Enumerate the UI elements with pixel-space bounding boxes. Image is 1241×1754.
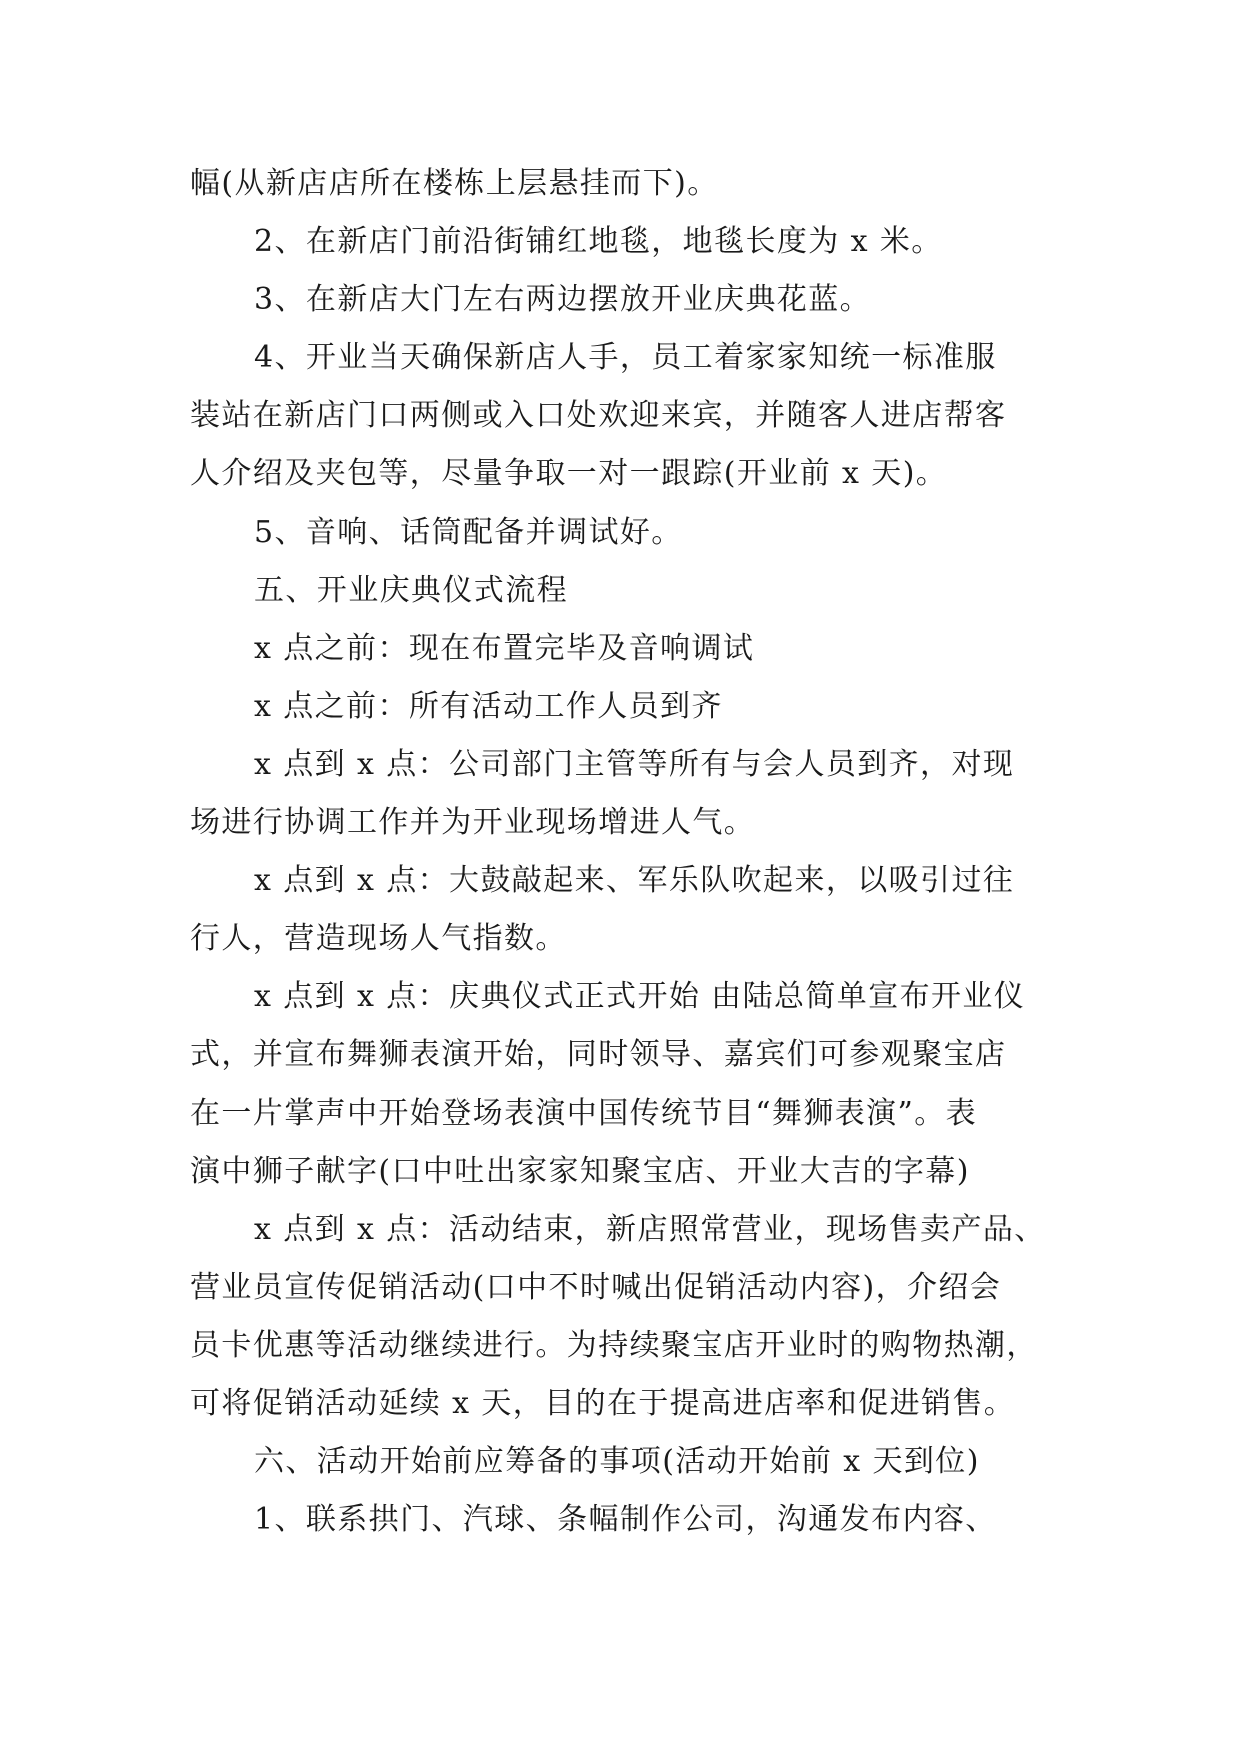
text-line: 幅(从新店店所在楼栋上层悬挂而下)。: [190, 166, 719, 201]
list-item-4: 4、开业当天确保新店人手，员工着家家知统一标准服: [254, 340, 997, 376]
text-line: 式，并宣布舞狮表演开始，同时领导、嘉宾们可参观聚宝店: [190, 1037, 1007, 1073]
schedule-item: x 点到 x 点：庆典仪式正式开始 由陆总简单宣布开业仪: [254, 979, 1026, 1015]
schedule-item: x 点之前：所有活动工作人员到齐: [254, 688, 723, 724]
schedule-item: x 点到 x 点：大鼓敲起来、军乐队吹起来，以吸引过往: [254, 863, 1015, 899]
text-line: 装站在新店门口两侧或入口处欢迎来宾，并随客人进店帮客: [190, 398, 1007, 434]
text-line: 营业员宣传促销活动(口中不时喊出促销活动内容)，介绍会: [190, 1269, 1002, 1305]
text-line: 行人，营造现场人气指数。: [190, 921, 567, 957]
list-item-2: 2、在新店门前沿街铺红地毯，地毯长度为 x 米。: [254, 224, 943, 260]
section-heading-5: 五、开业庆典仪式流程: [254, 572, 568, 608]
list-item-1: 1、联系拱门、汽球、条幅制作公司，沟通发布内容、: [254, 1502, 997, 1538]
text-line: 可将促销活动延续 x 天，目的在于提高进店率和促进销售。: [190, 1385, 1016, 1421]
schedule-item: x 点之前：现在布置完毕及音响调试: [254, 630, 755, 666]
schedule-item: x 点到 x 点：公司部门主管等所有与会人员到齐，对现: [254, 746, 1015, 782]
text-line: 员卡优惠等活动继续进行。为持续聚宝店开业时的购物热潮，: [190, 1327, 1038, 1363]
text-line: 演中狮子献字(口中吐出家家知聚宝店、开业大吉的字幕): [190, 1153, 970, 1189]
text-line: 人介绍及夹包等，尽量争取一对一跟踪(开业前 x 天)。: [190, 456, 948, 492]
text-line: 场进行协调工作并为开业现场增进人气。: [190, 805, 756, 841]
document-body: [190, 155, 1052, 1549]
list-item-3: 3、在新店大门左右两边摆放开业庆典花蓝。: [254, 282, 872, 318]
list-item-5: 5、音响、话筒配备并调试好。: [254, 514, 683, 550]
schedule-item: x 点到 x 点：活动结束，新店照常营业，现场售卖产品、: [254, 1211, 1046, 1247]
text-line: 在一片掌声中开始登场表演中国传统节目“舞狮表演”。表: [190, 1095, 978, 1131]
section-heading-6: 六、活动开始前应筹备的事项(活动开始前 x 天到位): [254, 1444, 980, 1480]
